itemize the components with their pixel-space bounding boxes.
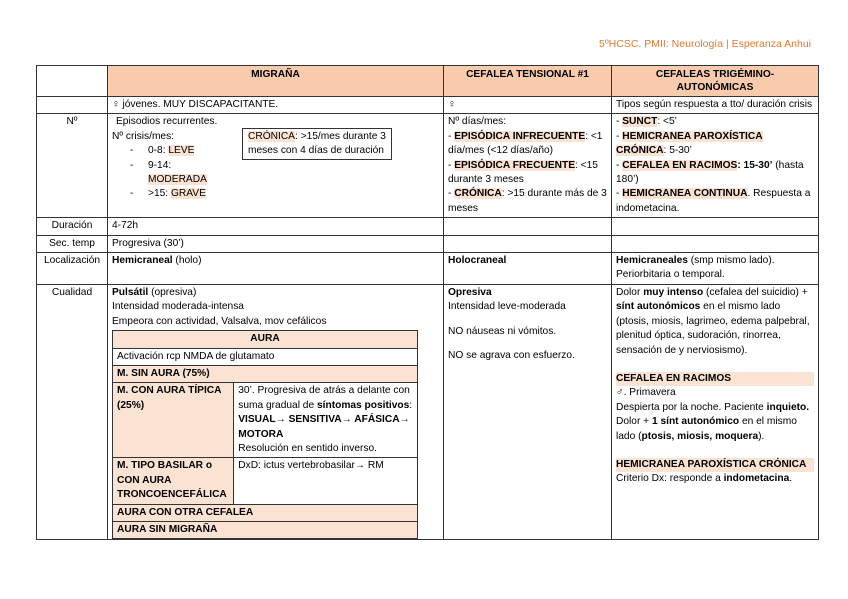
n-tensional: Nº días/mes: - EPISÓDICA INFRECUENTE: <1 día/mes (<12 días/año) - EPISÓDICA FRECUENTE: <15 durante 3 meses - CRÓNICA: >15 durante más de 3 meses xyxy=(444,114,612,218)
row-label-sec-temp: Sec. temp xyxy=(37,235,108,252)
table-row-sec-temp xyxy=(37,235,819,252)
table-row-sex xyxy=(37,97,819,114)
col-header-migrana: MIGRAÑA xyxy=(108,66,444,97)
row-label-n: Nº xyxy=(37,114,108,218)
aura-sin-aura: M. SIN AURA (75%) xyxy=(113,365,418,382)
localizacion-trigemino: Hemicraneales (smp mismo lado). Periorbitaria o temporal. xyxy=(612,253,819,285)
table-row-n xyxy=(37,114,819,218)
list-item: - 9-14: MODERADA xyxy=(130,159,439,188)
sex-tensional: ♀ xyxy=(444,97,612,114)
cualidad-trigemino: Dolor muy intenso (cefalea del suicidio) + sínt autonómicos en el mismo lado (ptosis, miosis, lagrimeo, edema palpebral, plenitud óptica, sudoración, rinorrea, sensación de y nerviosismo). CEFALEA EN RACIMOS ♂. Primavera Despierta por la noche. Paciente inquieto. Dolor + 1 sínt autonómico en el mismo lado (ptosis, miosis, moquera). HEMICRANEA PAROXÍSTICA CRÓNICA Criterio Dx: responde a indometacina. xyxy=(612,284,819,540)
row-label-localizacion: Localización xyxy=(37,253,108,285)
aura-sin-migrana: AURA SIN MIGRAÑA xyxy=(113,521,418,538)
localizacion-tensional: Holocraneal xyxy=(444,253,612,285)
cronica-box: CRÓNICA: >15/mes durante 3 meses con 4 días de duración xyxy=(242,128,392,160)
cualidad-migrana: Pulsátil (opresiva) Intensidad moderada-intensa Empeora con actividad, Valsalva, mov cefálicos AURA Activación rcp NMDA de glutamato M. SIN AURA (75%) M. CON AURA TÍPICA (25%) 30’. Progresiva de atrás a delante con suma gradual de síntomas positivos: VISUAL→ SENSITIVA→ AFÁSICA→ MOTORA Resolución en sentido inverso. M. TIPO BASILAR o CON AURA TRONCOENCEFÁLICA DxD: ictus vertebrobasilar→ RM AURA CON OTRA CEFALEA AURA SIN MIGRAÑA xyxy=(108,284,444,540)
hpc-title: HEMICRANEA PAROXÍSTICA CRÓNICA xyxy=(616,458,814,472)
sec-temp-migrana: Progresiva (30’) xyxy=(108,235,444,252)
list-item: - 0-8: LEVE xyxy=(130,144,439,158)
table-header-row xyxy=(37,66,819,97)
aura-otra-cefalea: AURA CON OTRA CEFALEA xyxy=(113,504,418,521)
cualidad-tensional: Opresiva Intensidad leve-moderada NO náuseas ni vómitos. NO se agrava con esfuerzo. xyxy=(444,284,612,540)
racimos-title: CEFALEA EN RACIMOS xyxy=(616,372,814,386)
headache-table xyxy=(36,65,819,540)
row-label-cualidad: Cualidad xyxy=(37,284,108,540)
aura-tipica-desc: 30’. Progresiva de atrás a delante con suma gradual de síntomas positivos: VISUAL→ SENSITIVA→ AFÁSICA→ MOTORA Resolución en sentido inverso. xyxy=(234,383,418,458)
table-row-localizacion xyxy=(37,253,819,285)
duracion-migrana: 4-72h xyxy=(108,218,444,235)
col-header-tensional: CEFALEA TENSIONAL #1 xyxy=(444,66,612,97)
table-row-cualidad xyxy=(37,284,819,540)
n-trigemino: - SUNCT: <5’ - HEMICRANEA PAROXÍSTICA CRÓNICA: 5-30’ - CEFALEA EN RACIMOS: 15-30’ (hasta 180’) - HEMICRANEA CONTINUA. Respuesta a indometacina. xyxy=(612,114,819,218)
table-row-duracion xyxy=(37,218,819,235)
localizacion-migrana: Hemicraneal (holo) xyxy=(108,253,444,285)
sex-trigemino: Tipos según respuesta a tto/ duración crisis xyxy=(612,97,819,114)
page-header: 5ºHCSC. PMII: Neurología | Esperanza Anhui xyxy=(599,38,811,50)
aura-basilar-desc: DxD: ictus vertebrobasilar→ RM xyxy=(234,458,418,504)
col-header-trigemino: CEFALEAS TRIGÉMINO- AUTONÓMICAS xyxy=(612,66,819,97)
n-migrana: Episodios recurrentes. Nº crisis/mes: - 0-8: LEVE - 9-14: MODERADA - >15: GRAVE xyxy=(108,114,444,218)
row-label-duracion: Duración xyxy=(37,218,108,235)
aura-basilar-label: M. TIPO BASILAR o CON AURA TRONCOENCEFÁLICA xyxy=(113,458,234,504)
aura-tipica-label: M. CON AURA TÍPICA (25%) xyxy=(113,383,234,458)
aura-title: AURA xyxy=(113,331,418,348)
aura-box: AURA Activación rcp NMDA de glutamato M. SIN AURA (75%) M. CON AURA TÍPICA (25%) 30’. Progresiva de atrás a delante con suma gradual de síntomas positivos: VISUAL→ SENSITIVA→ AFÁSICA→ MOTORA Resolución en sentido inverso. M. TIPO BASILAR o CON AURA TRONCOENCEFÁLICA DxD: ictus vertebrobasilar→ RM AURA CON OTRA CEFALEA AURA SIN MIGRAÑA xyxy=(112,330,418,539)
sex-migrana: ♀ jóvenes. MUY DISCAPACITANTE. xyxy=(108,97,444,114)
list-item: - >15: GRAVE xyxy=(130,187,439,201)
